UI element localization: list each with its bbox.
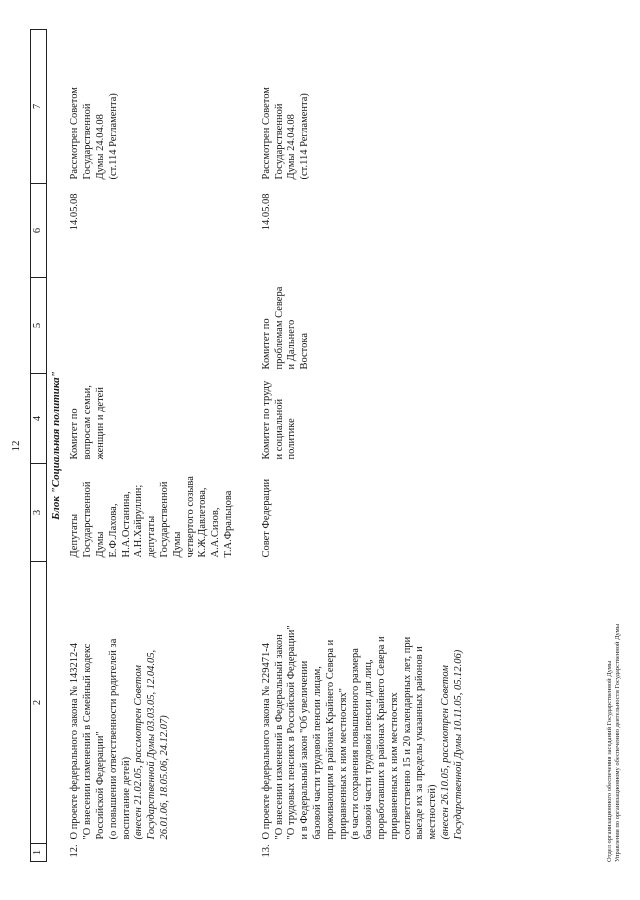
bill-text-line: выезде их за пределы указанных районов и [414,646,426,840]
initiator-line: Т.А.Фральцова [222,490,234,558]
co-committee-line: Востока [299,333,311,370]
column-number-header [31,30,47,862]
co-committee-cell [66,278,238,374]
committee-line: и социальной [273,398,285,460]
review-date: 14.05.08 [69,193,81,231]
initiator-line: четвертого созыва [184,476,196,558]
bill-row [239,30,469,862]
status-line: Рассмотрен Советом [260,87,272,180]
footer-directorate: Управления по организационному обеспечению деятельности Государственной Думы [614,623,621,862]
initiator-line: Депутаты [69,513,81,558]
initiator-line: Совет Федерации [260,478,272,558]
row-number: 13. [260,844,272,858]
bill-note-line: Государственной Думы 03.03.05, 12.04.05, [146,649,158,840]
bill-text-line: Российской Федерации" [95,731,106,840]
bill-text-line: (в части сохранения повышенного размера [350,648,362,840]
committee-cell [239,374,469,464]
status-line: Государственной [82,103,94,180]
status-line: Думы 24.04.08 [95,114,106,180]
column-number: 4 [31,374,47,464]
bill-head: О проекте федерального закона № 229471-4 [260,642,272,840]
bill-description-cell [239,562,469,844]
initiator-line: К.Ж.Давлетова, [197,487,209,558]
bill-note-line: 26.01.06, 18.05.06, 24.12.07) [158,715,170,840]
co-committee-cell [239,278,469,374]
bill-head: О проекте федерального закона № 143212-4 [69,642,81,840]
bill-text-line: базовой части трудовой пенсии лицам, [311,666,323,840]
bill-text-line: (о повышении ответственности родителей за [107,638,119,840]
bill-row [66,30,238,862]
status-line: (ст.114 Регламента) [107,93,119,180]
status-line: Рассмотрен Советом [69,87,81,180]
bill-note-line: (внесен 26.10.05, рассмотрен Советом [439,665,451,840]
footer-department: Отдел организационного обеспечения заседаний Государственной Думы [606,660,613,862]
committee-line: Комитет по труду [260,380,272,460]
committee-line: женщин и детей [95,387,106,460]
bill-text-line: базовой части трудовой пенсии для лиц, [363,659,375,840]
row-number-cell [239,844,469,862]
initiator-line: Государственной [82,481,94,558]
review-date: 14.05.08 [260,193,272,231]
status-line: Думы 24.04.08 [286,114,298,180]
initiator-cell [66,464,238,562]
initiator-line: А.Н.Хайруллин; [133,484,145,558]
bill-text-line: воспитание детей) [120,756,132,840]
column-number: 3 [31,464,47,562]
agenda-table [30,29,469,862]
bill-text-line: местностей) [427,784,439,840]
bill-description-cell [66,562,238,844]
bill-text-line: соответственно 15 и 20 календарных лет, при [401,636,413,840]
initiator-line: Думы [95,531,106,558]
initiator-line: Думы [171,531,183,558]
block-title-row [47,30,67,862]
bill-note-line: Государственной Думы 10.11.05, 05.12.06) [452,649,464,840]
bill-text-line: проработавших в районах Крайнего Севера и [375,636,387,840]
column-number: 6 [31,184,47,278]
status-cell [66,30,238,184]
bill-text-line: проживающим в районах Крайнего Севера и [324,639,336,840]
bill-note-line: (внесен 21.02.05, рассмотрен Советом [133,665,145,840]
date-cell [66,184,238,278]
bill-text-line: "О внесении изменений в Федеральный закон [273,634,285,840]
initiator-line: Государственной [158,481,170,558]
date-cell [239,184,469,278]
column-number: 2 [31,562,47,844]
committee-line: вопросам семьи, [82,385,94,460]
row-number-cell [66,844,238,862]
committee-cell [66,374,238,464]
status-cell [239,30,469,184]
column-number: 5 [31,278,47,374]
bill-text-line: приравненных к ним местностях [388,692,400,840]
status-line: (ст.114 Регламента) [299,93,311,180]
initiator-line: А.А.Сизов, [210,507,222,558]
initiator-cell [239,464,469,562]
page-number: 12 [10,440,22,452]
initiator-line: Е.Ф.Лахова, [107,503,119,558]
initiator-line: депутаты [146,515,158,558]
committee-line: политике [286,418,298,460]
bill-text-line: "О трудовых пенсиях в Российской Федерации" [286,625,298,840]
row-number: 12. [69,844,81,858]
bill-text-line: "О внесении изменений в Семейный кодекс [82,643,94,840]
status-line: Государственной [273,103,285,180]
committee-line: Комитет по [69,408,81,460]
co-committee-line: и Дальнего [286,319,298,370]
initiator-line: Н.А.Останина, [120,491,132,558]
column-number: 1 [31,844,47,862]
column-number: 7 [31,30,47,184]
block-title: Блок "Социальная политика" [50,371,62,520]
bill-text-line: и в Федеральный закон "Об увеличении [299,660,311,840]
co-committee-line: проблемам Севера [273,286,285,370]
bill-text-line: приравненных к ним местностях" [337,688,349,840]
co-committee-line: Комитет по [260,318,272,370]
